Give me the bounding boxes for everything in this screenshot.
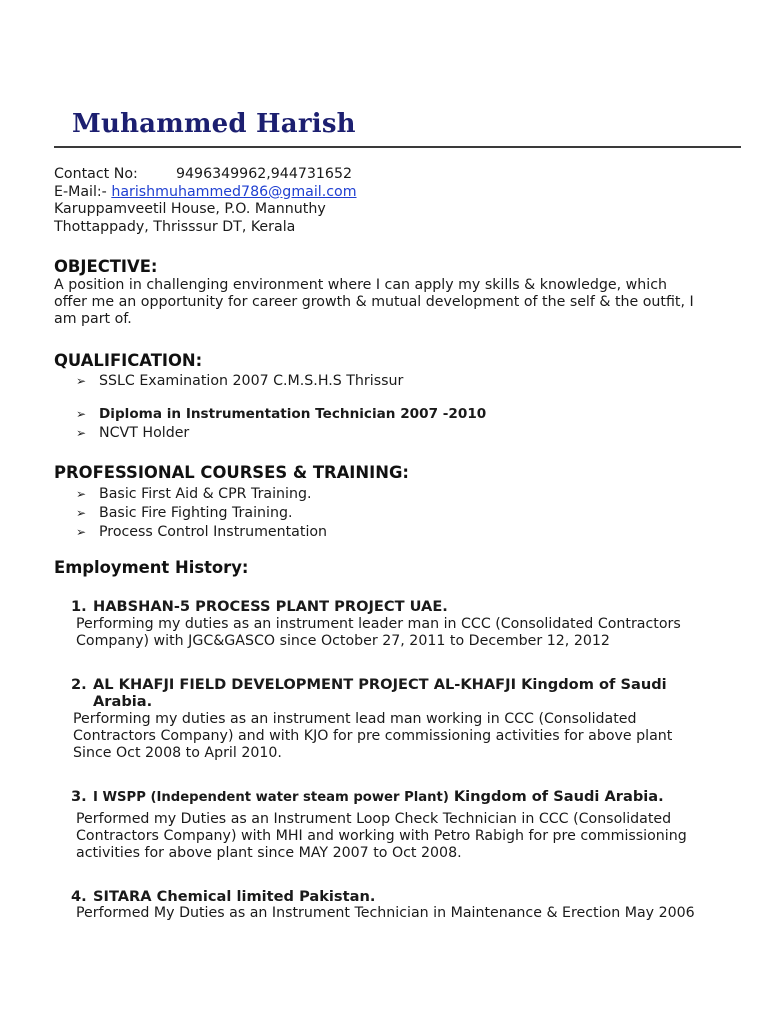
employment-heading: Employment History: — [54, 558, 249, 577]
job-desc-line: Performing my duties as an instrument lead man working in CCC (Consolidated — [73, 711, 637, 727]
list-item: ➢ SSLC Examination 2007 C.M.S.H.S Thrissur — [76, 373, 404, 389]
job-desc-line: Performed My Duties as an Instrument Technician in Maintenance & Erection May 2006 — [76, 905, 695, 921]
objective-line: offer me an opportunity for career growth & mutual development of the self & the outfit, I — [54, 294, 694, 310]
job-number: 3. — [71, 788, 87, 805]
phone-value: 9496349962,944731652 — [176, 166, 353, 182]
arrow-bullet-icon: ➢ — [76, 407, 87, 421]
arrow-bullet-icon: ➢ — [76, 487, 87, 501]
job-title-cont: Arabia. — [93, 693, 153, 710]
contact-block — [54, 166, 357, 236]
objective-heading: OBJECTIVE: — [54, 257, 158, 276]
qualification-heading: QUALIFICATION: — [54, 351, 203, 370]
contact-phone-row — [54, 166, 357, 184]
job-desc-line: Company) with JGC&GASCO since October 27, 2011 to December 12, 2012 — [76, 633, 610, 649]
job-desc-line: Performed my Duties as an Instrument Loop Check Technician in CCC (Consolidated — [76, 811, 672, 827]
arrow-bullet-icon: ➢ — [76, 426, 87, 440]
objective-text — [54, 277, 744, 328]
job-number: 2. — [71, 676, 87, 693]
objective-line: am part of. — [54, 311, 132, 327]
job-desc-line: activities for above plant since MAY 2007 to Oct 2008. — [76, 845, 462, 861]
arrow-bullet-icon: ➢ — [76, 374, 87, 388]
header-divider — [54, 146, 741, 148]
job-desc-line: Contractors Company) and with KJO for pre commissioning activities for above plant — [73, 728, 673, 744]
list-item: ➢ Basic Fire Fighting Training. — [76, 505, 293, 521]
job-title: SITARA Chemical limited Pakistan. — [93, 888, 376, 905]
job-title-prefix: I WSPP (Independent water steam power Plant) — [93, 790, 449, 805]
candidate-name: Muhammed Harish — [72, 109, 356, 139]
arrow-bullet-icon: ➢ — [76, 506, 87, 520]
arrow-bullet-icon: ➢ — [76, 525, 87, 539]
job-number: 1. — [71, 598, 87, 615]
job-desc-line: Since Oct 2008 to April 2010. — [73, 745, 282, 761]
address-line-2: Thottappady, Thrisssur DT, Kerala — [54, 218, 296, 235]
job-number: 4. — [71, 888, 87, 905]
phone-label: Contact No: — [54, 166, 138, 182]
list-item: ➢ NCVT Holder — [76, 425, 190, 441]
list-item: ➢ Diploma in Instrumentation Technician 2007 -2010 — [76, 406, 487, 422]
job-title-suffix: Kingdom of Saudi Arabia. — [453, 788, 664, 805]
job-title — [93, 788, 664, 806]
email-link[interactable]: harishmuhammed786@gmail.com — [111, 183, 357, 200]
list-item: ➢ Basic First Aid & CPR Training. — [76, 486, 312, 502]
email-label: E-Mail:- — [54, 183, 107, 200]
job-description — [76, 905, 695, 922]
job-title: AL KHAFJI FIELD DEVELOPMENT PROJECT AL-KHAFJI Kingdom of Saudi — [93, 676, 667, 693]
qualification-list-cont — [54, 405, 486, 443]
job-title: HABSHAN-5 PROCESS PLANT PROJECT UAE. — [93, 598, 448, 615]
address-line-1: Karuppamveetil House, P.O. Mannuthy — [54, 201, 326, 217]
courses-heading: PROFESSIONAL COURSES & TRAINING: — [54, 463, 409, 482]
objective-line: A position in challenging environment where I can apply my skills & knowledge, which — [54, 277, 667, 293]
job-description — [76, 616, 681, 650]
courses-list — [54, 485, 327, 542]
job-description — [73, 711, 672, 762]
contact-email-row — [54, 184, 357, 202]
list-item: ➢ Process Control Instrumentation — [76, 524, 328, 540]
job-description — [76, 811, 687, 862]
job-desc-line: Contractors Company) with MHI and working with Petro Rabigh for pre commissioning — [76, 828, 687, 844]
job-desc-line: Performing my duties as an instrument leader man in CCC (Consolidated Contractors — [76, 616, 681, 632]
qualification-list — [54, 372, 403, 391]
